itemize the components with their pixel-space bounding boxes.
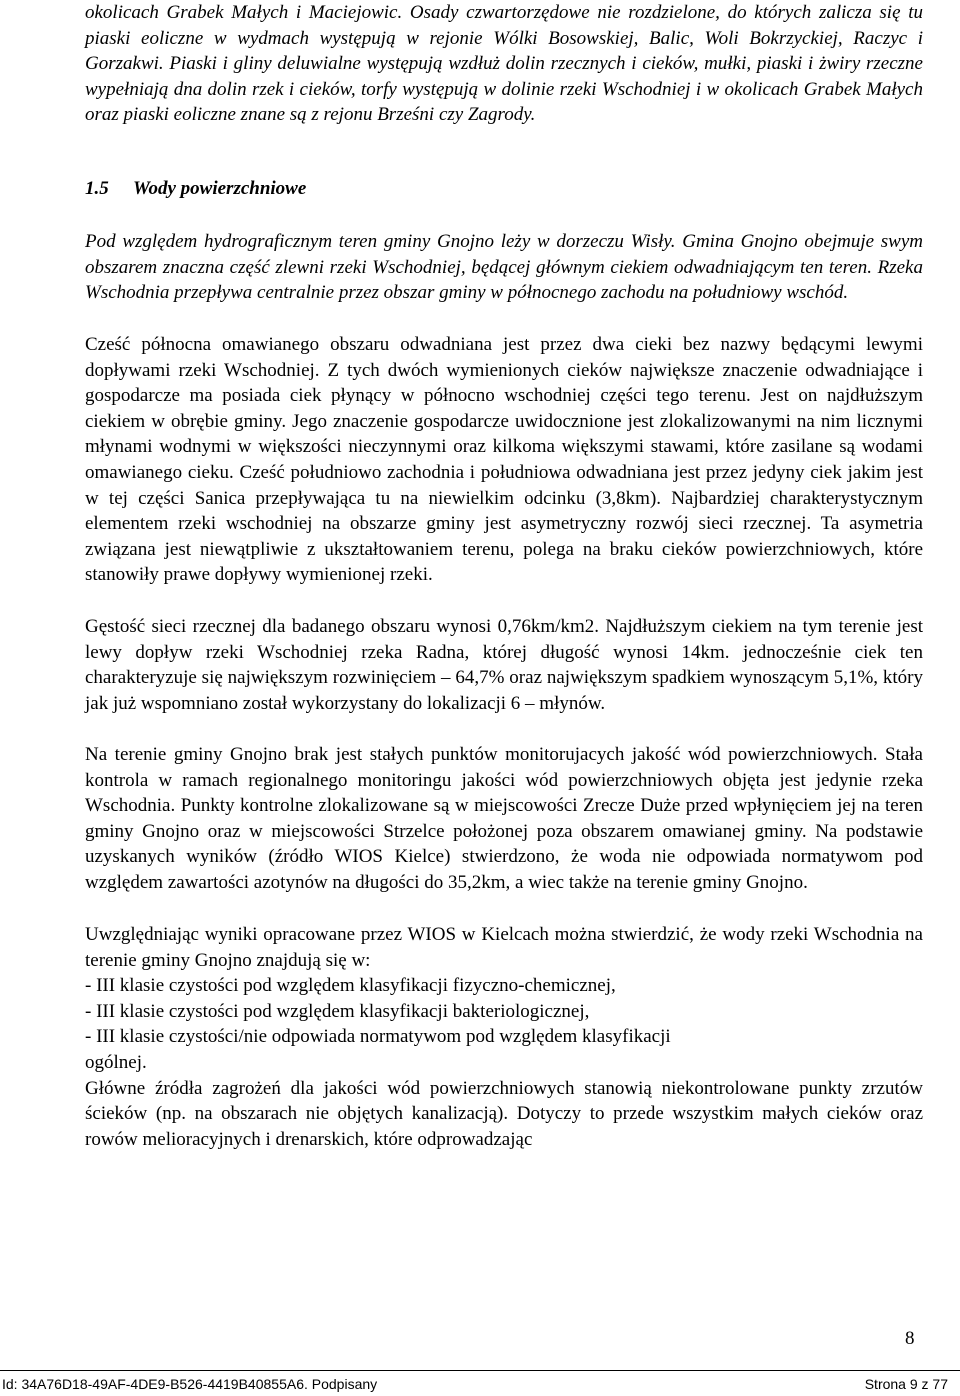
paragraph-monitoring: Na terenie gminy Gnojno brak jest stałych punktów monitorujacych jakość wód powierzchniowych. Stała kontrola w ramach regionalnego monitoringu jakości wód powierzchniowych objęta jest jedynie rzeka Wschodnia. Punkty kontrolne zlokalizowane są w miejscowości Zrecze Duże przed wpłynięciem jej na teren gminy Gnojno oraz w miejscowości Strzelce położonej poza obszarem omawianej gminy. Na podstawie uzyskanych wyników (źródło WIOS Kielce) stwierdzono, że woda nie odpowiada normatywom pod względem zawartości azotynów na długości do 35,2km, a wiec także na terenie gminy Gnojno. bbox=[85, 744, 923, 893]
list-item: - III klasie czystości/nie odpowiada normatywom pod względem klasyfikacji bbox=[85, 1026, 671, 1048]
footer-page-count: Strona 9 z 77 bbox=[864, 1376, 948, 1392]
list-item: - III klasie czystości pod względem klasyfikacji fizyczno-chemicznej, bbox=[85, 975, 616, 997]
paragraph-north-part: Cześć północna omawianego obszaru odwadniana jest przez dwa cieki bez nazwy będącymi lewymi dopływami rzeki Wschodniej. Z tych dwóch wymienionych cieków największe znaczenie odwadniające i gospodarcze ma posiada ciek płynący w północno wschodniej części tego terenu. Jest on najdłuższym ciekiem w obrębie gminy. Jego znaczenie gospodarcze uwidocznione jest zlokalizowanymi na nim licznymi młynami wodnymi w większości nieczynnymi oraz kilkoma większymi stawami, które zasilane są wodami omawianego cieku. Cześć południowo zachodnia i południowa odwadniana jest przez jedyny ciek jakim jest w tej części Sanica przepływająca tu na niewielkim odcinku (3,8km). Najbardziej charakterystycznym elementem rzeki wschodniej na obszarze gminy jest asymetryczny rozwój sieci rzecznej. Ta asymetria związana jest niewątpliwie z ukształtowaniem terenu, polega na braku cieków powierzchniowych, które stanowiły prawe dopływy wymienionej rzeki. bbox=[85, 334, 923, 586]
section-number: 1.5 bbox=[85, 178, 109, 199]
paragraph-water-class bbox=[85, 922, 923, 1152]
page-number: 8 bbox=[905, 1328, 915, 1349]
section-heading bbox=[85, 176, 306, 202]
paragraph-network-density: Gęstość sieci rzecznej dla badanego obszaru wynosi 0,76km/km2. Najdłuższym ciekiem na tym terenie jest lewy dopływ rzeki Wschodniej rzeka Radna, której długość wynosi 14km. jednocześnie ciek ten charakteryzuje się największym rozwinięciem – 64,7% oraz największym spadkiem wynoszącym 5,1%, który jak już wspomniano został wykorzystany do lokalizacji 6 – młynów. bbox=[85, 616, 923, 714]
paragraph-hydrography: Pod względem hydrograficznym teren gminy Gnojno leży w dorzeczu Wisły. Gmina Gnojno obejmuje swym obszarem znaczna część zlewni rzeki Wschodniej, będącej głównym ciekiem odwadniającym ten teren. Rzeka Wschodnia przepływa centralnie przez obszar gminy w północnego zachodu na południowy wschód. bbox=[85, 231, 923, 304]
pollution-sources: Główne źródła zagrożeń dla jakości wód powierzchniowych stanowią niekontrolowane punkty zrzutów ścieków (np. na obszarach nie objętych kanalizacją). Dotyczy to przede wszystkim małych cieków oraz rowów melioracyjnych i drenarskich, które odprowadzając bbox=[85, 1077, 923, 1150]
intro-paragraph: okolicach Grabek Małych i Maciejowic. Osady czwartorzędowe nie rozdzielone, do których zalicza się tu piaski eoliczne w wydmach występują w rejonie Wólki Bosowskiej, Balic, Woli Bokrzyckiej, Raczyc i Gorzakwi. Piaski i gliny deluwialne występują wzdłuż dolin rzecznych i cieków, mułki, piaski i żwiry rzeczne wypełniają dna dolin rzek i cieków, torfy występują w dolinie rzeki Wschodniej i w okolicach Grabek Małych oraz piaski eoliczne znane są z rejonu Brześni czy Zagrody. bbox=[85, 2, 923, 126]
footer-divider bbox=[0, 1370, 960, 1371]
water-class-intro: Uwzględniając wyniki opracowane przez WIOS w Kielcach można stwierdzić, że wody rzeki Wschodnia na terenie gminy Gnojno znajdują się w: bbox=[85, 924, 923, 971]
section-title: Wody powierzchniowe bbox=[133, 178, 307, 199]
footer-document-id: Id: 34A76D18-49AF-4DE9-B526-4419B40855A6. Podpisany bbox=[2, 1376, 378, 1392]
list-item: ogólnej. bbox=[85, 1051, 147, 1073]
list-item: - III klasie czystości pod względem klasyfikacji bakteriologicznej, bbox=[85, 1000, 590, 1022]
